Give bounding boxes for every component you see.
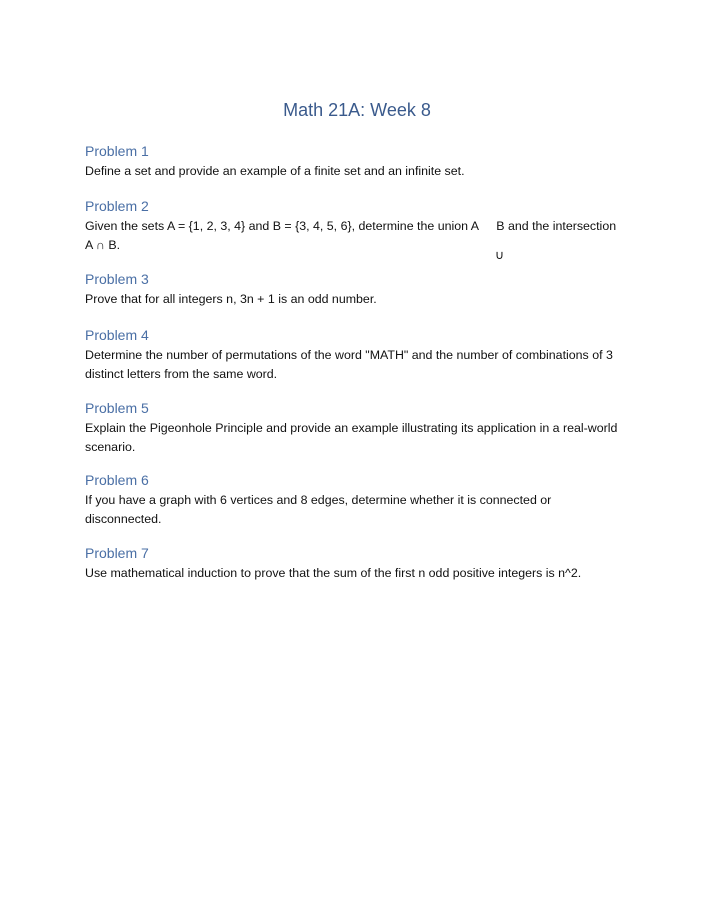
problem-heading: Problem 4 xyxy=(85,327,149,343)
problem-text: If you have a graph with 6 vertices and 8 edges, determine whether it is connected or disconnected. xyxy=(85,493,552,526)
problem-7 xyxy=(85,544,645,583)
page-title: Math 21A: Week 8 xyxy=(283,100,431,120)
problem-5 xyxy=(85,399,645,456)
union-symbol: ∪ xyxy=(495,248,505,262)
problem-heading: Problem 3 xyxy=(85,271,149,287)
problem-text: Define a set and provide an example of a finite set and an infinite set. xyxy=(85,164,465,178)
problem-text: Use mathematical induction to prove that the sum of the first n odd positive integers is n^2. xyxy=(85,566,582,580)
problem-text-line-1: Given the sets A = {1, 2, 3, 4} and B = {3, 4, 5, 6}, determine the union A B and the intersection xyxy=(85,219,617,233)
problem-heading: Problem 1 xyxy=(85,143,149,159)
problem-1 xyxy=(85,142,645,181)
problem-text-line-2: A ∩ B. xyxy=(85,237,121,252)
problem-text: Explain the Pigeonhole Principle and provide an example illustrating its application in a real-world scenario. xyxy=(85,421,618,454)
problem-heading: Problem 7 xyxy=(85,545,149,561)
problem-4 xyxy=(85,326,645,383)
problem-heading: Problem 5 xyxy=(85,400,149,416)
problem-3 xyxy=(85,270,645,309)
problem-heading: Problem 6 xyxy=(85,472,149,488)
problem-text xyxy=(85,217,645,254)
problem-6 xyxy=(85,471,645,528)
problem-heading: Problem 2 xyxy=(85,198,149,214)
problem-2 xyxy=(85,197,645,254)
problem-text: Prove that for all integers n, 3n + 1 is an odd number. xyxy=(85,292,377,306)
problem-text: Determine the number of permutations of the word "MATH" and the number of combinations of 3 distinct letters from the same word. xyxy=(85,348,613,381)
